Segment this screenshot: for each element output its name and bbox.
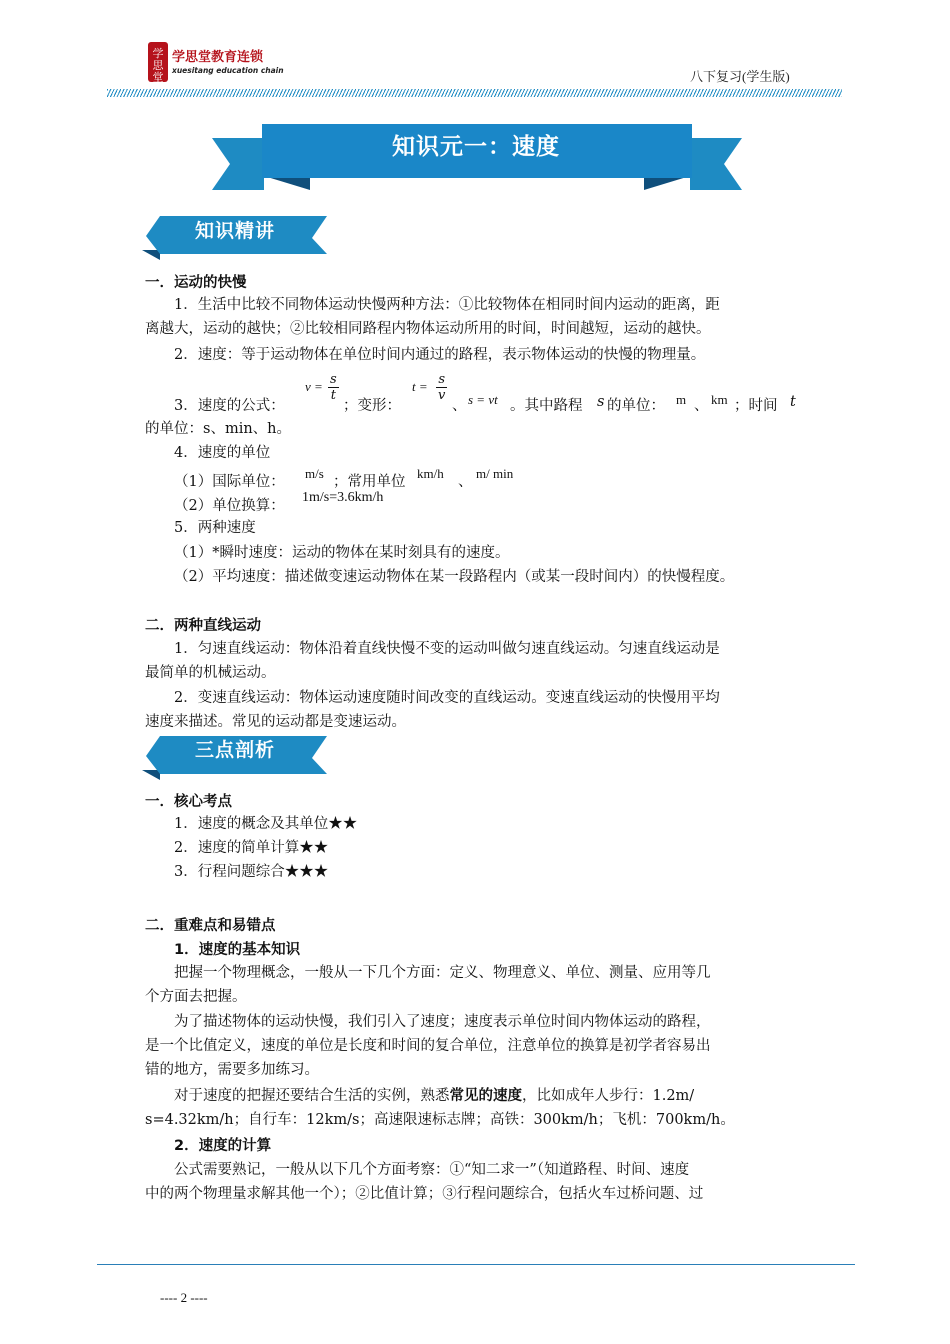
si-unit-line: （1）国际单位： m/s ；常用单位 km/h 、 m/ min xyxy=(174,466,514,490)
list-item: 1．速度的概念及其单位★★ xyxy=(174,816,358,832)
heading-motion-speed: 一．运动的快慢 xyxy=(145,275,247,291)
logo-subtext: xuesitang education chain xyxy=(172,66,284,75)
speed-units-heading: 4．速度的单位 xyxy=(174,445,271,461)
list-item: 3．行程问题综合★★★ xyxy=(174,864,329,880)
paragraph-formula-usage: 公式需要熟记，一般从以下几个方面考察：①“知二求一”（知道路程、时间、速度 中的两个物理量求解其他一个）；②比值计算；③行程问题综合，包括火车过桥问题、过 xyxy=(145,1162,704,1202)
formula-t-equals-s-over-v: $\frac{s}{v}$ xyxy=(438,372,446,403)
footer-divider xyxy=(97,1264,855,1265)
list-item: 2．速度的简单计算★★ xyxy=(174,840,329,856)
unit-conversion-line: （2）单位换算： 1m/s=3.6km/h xyxy=(174,490,384,514)
subheading-speed-calculation: 2．速度的计算 xyxy=(174,1138,272,1154)
header-divider xyxy=(107,89,842,97)
instant-speed-line: （1）*瞬时速度：运动的物体在某时刻具有的速度。 xyxy=(174,545,510,561)
heading-key-difficulties: 二．重难点和易错点 xyxy=(145,918,276,934)
tag-knowledge-label: 知识精讲 xyxy=(195,220,276,242)
formula-v-equals-s-over-t: $\frac{s}{t}$ xyxy=(330,372,337,403)
time-units-line: 的单位：s、min、h。 xyxy=(145,421,292,437)
banner-title: 知识元一：速度 xyxy=(392,133,560,160)
svg-text:思: 思 xyxy=(152,59,164,72)
average-speed-line: （2）平均速度：描述做变速运动物体在某一段路程内（或某一段时间内）的快慢程度。 xyxy=(174,569,735,585)
core-point-list xyxy=(174,812,357,884)
paragraph-common-speeds: 对于速度的把握还要结合生活的实例，熟悉常见的速度，比如成年人步行：1.2m/ s=4.32km/h；自行车：12km/s；高速限速标志牌；高铁：300km/h；飞机：700km/h。 xyxy=(145,1088,735,1128)
logo-text: 学思堂教育连锁 xyxy=(172,50,264,65)
logo xyxy=(148,42,284,84)
paragraph-uniform-motion: 1．匀速直线运动：物体沿着直线快慢不变的运动叫做匀速直线运动。匀速直线运动是 最简单的机械运动。 xyxy=(145,641,720,681)
page-number: ---- 2 ---- xyxy=(160,1290,208,1305)
heading-linear-motion: 二．两种直线运动 xyxy=(145,618,261,634)
formula-s-equals-vt: s = vt xyxy=(468,392,498,407)
tag-analysis-label: 三点剖析 xyxy=(195,739,276,761)
two-speeds-heading: 5．两种速度 xyxy=(174,520,256,536)
heading-core-points: 一．核心考点 xyxy=(145,794,232,810)
paragraph-variable-motion: 2．变速直线运动：物体运动速度随时间改变的直线运动。变速直线运动的快慢用平均 速度来描述。常见的运动都是变速运动。 xyxy=(145,690,720,730)
paragraph-speed-definition: 2．速度：等于运动物体在单位时间内通过的路程，表示物体运动的快慢的物理量。 xyxy=(174,347,706,363)
paragraph-compare-methods: 1．生活中比较不同物体运动快慢两种方法：①比较物体在相同时间内运动的距离，距 离越大，运动的越快；②比较相同路程内物体运动所用的时间，时间越短，运动的越快。 xyxy=(145,297,720,337)
paragraph-grasp-concept: 把握一个物理概念，一般从一下几个方面：定义、物理意义、单位、测量、应用等几 个方面去把握。 xyxy=(145,965,711,1005)
svg-text:堂: 堂 xyxy=(152,71,164,84)
header-course-label: 八下复习(学生版) xyxy=(690,69,790,84)
svg-text:学: 学 xyxy=(152,47,164,60)
subheading-speed-basics: 1．速度的基本知识 xyxy=(174,942,301,958)
paragraph-speed-ratio: 为了描述物体的运动快慢，我们引入了速度；速度表示单位时间内物体运动的路程， 是一个比值定义，速度的单位是长度和时间的复合单位，注意单位的换算是初学者容易出 错的地方，需要多加练习。 xyxy=(145,1014,711,1078)
speed-formula-line: 3．速度的公式： v = $\frac{s}{t}$ ；变形： t = $\frac{s}{v}$ 、 s = vt 。其中路程 s 的单位： m 、 km ；时间 t xyxy=(174,372,796,414)
